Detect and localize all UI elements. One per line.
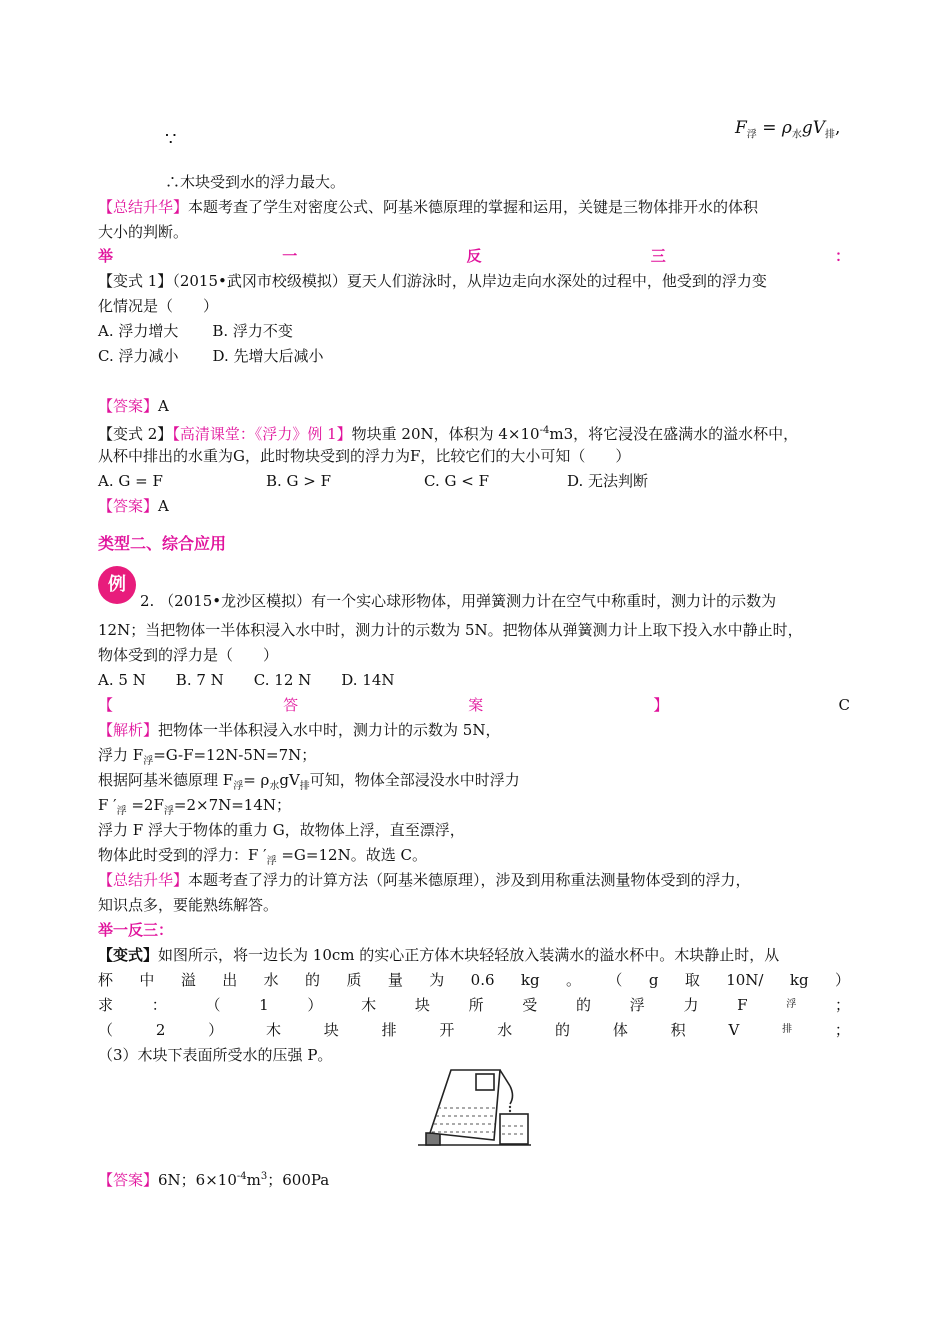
word-part: 水: [263, 971, 279, 989]
word-part: 木: [265, 1021, 281, 1039]
word-part: （: [205, 996, 221, 1014]
word-part: 量: [387, 971, 403, 989]
word-part: ；: [834, 1021, 850, 1039]
word-part: ）: [307, 996, 323, 1014]
variant-3-answer: 【答案】6N；$6\times 10^{-4}m^3$；600Pa: [98, 1171, 330, 1189]
lesson-link[interactable]: 【高清课堂：《浮力》例 1】: [172, 425, 352, 443]
word-part: 受: [522, 996, 538, 1014]
word-part: kg: [520, 971, 540, 989]
example-line3: 物体受到的浮力是（ ）: [98, 646, 279, 664]
variant-1-options-cd: C. 浮力减小 D. 先增大后减小: [98, 347, 324, 365]
word-part: 质: [346, 971, 362, 989]
section-heading: 类型二、综合应用: [98, 534, 227, 553]
word-part: 的: [305, 971, 321, 989]
summary-tag: 【总结升华】: [98, 198, 189, 216]
word-part: 。: [566, 971, 582, 989]
word-part: （: [607, 971, 623, 989]
analysis-line1: 【解析】把物体一半体积浸入水中时，测力计的示数为 5N，: [98, 721, 501, 739]
word-part: kg: [789, 971, 809, 989]
variant-2-answer: 【答案】A: [98, 497, 169, 515]
therefore-line: ∴木块受到水的浮力最大。: [165, 173, 346, 191]
summary-2-line2: 知识点多，要能熟练解答。: [98, 896, 279, 914]
example-line1: 2. （2015•龙沙区模拟）有一个实心球形物体，用弹簧测力计在空气中称重时，测力计的示数为: [140, 592, 777, 610]
buoyancy-formula: $F_浮 = \rho_水gV_排$,: [735, 118, 841, 141]
word-part: 排: [381, 1021, 397, 1039]
juyi-fansan-heading-2: 举一反三：: [98, 921, 174, 939]
word-part: ）: [208, 1021, 224, 1039]
word-part: 2: [155, 1021, 166, 1039]
word-part: 求: [98, 996, 114, 1014]
word-part: 所: [468, 996, 484, 1014]
summary-1-line2: 大小的判断。: [98, 223, 189, 241]
analysis-line4: F $'_浮 =2F_浮=2\times 7N=14N$；: [98, 796, 292, 817]
word-part: 体: [612, 1021, 628, 1039]
word-part: ）: [834, 971, 850, 989]
word-part: 排: [782, 1024, 793, 1035]
variant-2-line1: 【变式 2】【高清课堂：《浮力》例 1】物块重 20N，体积为 $4\times 10^{-4}m3$，将它浸没在盛满水的溢水杯中，: [98, 425, 799, 443]
variant-3-line1: 【变式】如图所示，将一边长为 10cm 的实心正方体木块轻轻放入装满水的溢水杯中。木块静止时，从: [98, 946, 780, 964]
word-part: 木: [361, 996, 377, 1014]
word-part: 浮: [629, 996, 645, 1014]
word-part: ：: [151, 996, 167, 1014]
analysis-line5: 浮力 F 浮大于物体的重力 G，故物体上浮，直至漂浮，: [98, 821, 465, 839]
variant-1-options-ab: A. 浮力增大 B. 浮力不变: [98, 322, 293, 340]
juyi-fansan-heading: 举 一 反 三 ：: [98, 247, 850, 265]
word-part: g: [648, 971, 659, 989]
example-badge: 例: [98, 566, 136, 604]
example-options: A. 5 N B. 7 N C. 12 N D. 14N: [98, 671, 395, 689]
word-part: 的: [576, 996, 592, 1014]
word-part: 浮: [786, 999, 797, 1010]
analysis-line6: 物体此时受到的浮力：F $'_浮 =G=12N$。故选 C。: [98, 846, 427, 867]
word-part: 出: [222, 971, 238, 989]
word-part: ；: [834, 996, 850, 1014]
example-answer: 【 答 案 】 C: [98, 696, 850, 714]
word-part: 溢: [180, 971, 196, 989]
analysis-line2: 浮力 $F_浮=G-F=12N-5N=7N$；: [98, 746, 317, 767]
summary-1-line1: 【总结升华】本题考查了学生对密度公式、阿基米德原理的掌握和运用，关键是三物体排开水的体积: [98, 198, 759, 216]
word-part: 块: [323, 1021, 339, 1039]
analysis-line3: 根据阿基米德原理 $F_浮= \rho_水gV_排$可知，物体全部浸没水中时浮力: [98, 771, 520, 792]
variant-1-line2: 化情况是（ ）: [98, 297, 219, 315]
variant-1-line1: 【变式 1】（2015•武冈市校级模拟）夏天人们游泳时，从岸边走向水深处的过程中，他受到的浮力变: [98, 272, 767, 290]
word-part: V: [728, 1021, 740, 1039]
word-part: 0.6: [470, 971, 495, 989]
variant-3-line3: [98, 995, 850, 1015]
overflow-cup-figure: [418, 1060, 533, 1150]
word-part: 积: [670, 1021, 686, 1039]
variant-3-line5: （3）木块下表面所受水的压强 P。: [98, 1046, 333, 1064]
word-part: （: [98, 1021, 114, 1039]
word-part: 中: [139, 971, 155, 989]
word-part: 力: [683, 996, 699, 1014]
variant-2-line2: 从杯中排出的水重为G，此时物块受到的浮力为F，比较它们的大小可知（ ）: [98, 447, 631, 465]
example-line2: 12N；当把物体一半体积浸入水中时，测力计的示数为 5N。把物体从弹簧测力计上取下投入水中静止时，: [98, 621, 803, 639]
word-part: 取: [684, 971, 700, 989]
word-part: 的: [555, 1021, 571, 1039]
word-part: 为: [429, 971, 445, 989]
word-part: 1: [259, 996, 269, 1014]
variant-3-line4: [98, 1020, 850, 1040]
variant-1-answer: 【答案】A: [98, 397, 169, 415]
word-part: 开: [439, 1021, 455, 1039]
word-part: F: [737, 996, 748, 1014]
word-part: 块: [414, 996, 430, 1014]
word-part: 10N/: [726, 971, 764, 989]
summary-2-line1: 【总结升华】本题考查了浮力的计算方法（阿基米德原理），涉及到用称重法测量物体受到的浮力，: [98, 871, 751, 889]
word-part: 杯: [98, 971, 114, 989]
word-part: 水: [497, 1021, 513, 1039]
variant-3-line2: [98, 970, 850, 990]
because-symbol: ∵: [165, 129, 177, 150]
